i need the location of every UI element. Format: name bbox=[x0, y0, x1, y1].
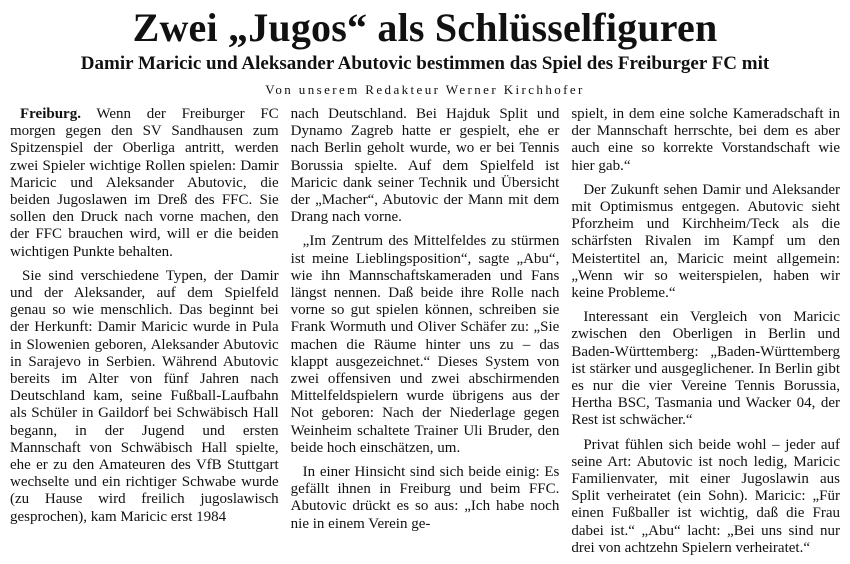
dateline: Freiburg. bbox=[20, 106, 81, 122]
subheadline: Damir Maricic und Aleksander Abutovic bestimmen das Spiel des Freiburger FC mit bbox=[80, 53, 770, 74]
paragraph: spielt, in dem eine solche Kameradschaft in der Mannschaft herrschte, bei dem es aber auch eine so korrekte Vorstandschaft wie hier gab.“ bbox=[571, 106, 841, 174]
column-3 bbox=[571, 106, 840, 564]
article-body bbox=[6, 106, 844, 564]
paragraph: „Im Zentrum des Mittelfeldes zu stürmen ist meine Lieblingsposition“, sagte „Abu“, wie ihn Mannschaftskameraden und Fans längst nennen. Daß beide ihre Rolle nach vorne so gut spielen können, schreiben sie Frank Wormuth und Oliver Schäfer zu: „Sie machen die Räume hinter uns zu – das klappt ausgezeichnet.“ Dieses System von zwei offensiven und zwei abschirmenden Mittelfeldspielern wurde übrigens aus der Not geboren: Nach der Niederlage gegen Weinheim schaltete Trainer Uli Bruder, den beide hoch einschätzen, um. bbox=[290, 233, 560, 456]
paragraph: In einer Hinsicht sind sich beide einig: Es gefällt ihnen in Freiburg und beim FFC. Abutovic drückt es so aus: „Ich habe noch nie in einem Verein ge- bbox=[290, 464, 560, 532]
column-2 bbox=[291, 106, 560, 564]
paragraph: Interessant ein Vergleich von Maricic zwischen den Oberligen in Berlin und Baden-Württemberg: „Baden-Württemberg ist stärker und ausgeglichener. In Berlin gibt es nur die vier Vereine Tennis Borussia, Hertha BSC, Tasmania und Wacker 04, der Rest ist schwächer.“ bbox=[571, 309, 841, 429]
paragraph: nach Deutschland. Bei Hajduk Split und Dynamo Zagreb hatte er gespielt, ehe er nach Berlin geholt wurde, wo er bei Tennis Borussia spielte. Auf dem Spielfeld ist Maricic dank seiner Technik und Übersicht der „Macher“, Abutovic der Mann mit dem Drang nach vorne. bbox=[290, 106, 560, 226]
headline: Zwei „Jugos“ als Schlüsselfiguren bbox=[132, 5, 718, 50]
paragraph: Privat fühlen sich beide wohl – jeder auf seine Art: Abutovic ist noch ledig, Maricic Familienvater, mit einer Jugoslawin aus Split verheiratet (ein Sohn). Maricic: „Für einen Fußballer ist wichtig, daß die Frau dabei ist.“ „Abu“ lacht: „Bei uns sind nur drei von achtzehn Spielern verheiratet.“ bbox=[571, 436, 841, 556]
paragraph bbox=[10, 106, 279, 261]
paragraph: Der Zukunft sehen Damir und Aleksander mit Optimismus entgegen. Abutovic sieht Pforzheim und Kirchheim/Teck als die schärfsten Rivalen im Kampf um den Meistertitel an, Maricic meint allgemein: „Wenn wir so weiterspielen, haben wir keine Probleme.“ bbox=[571, 181, 841, 302]
paragraph-text: Wenn der Freiburger FC morgen gegen den SV Sandhausen zum Spitzenspiel der Oberliga antritt, werden zwei Spieler wichtige Rollen spielen: Damir Maricic und Aleksander Abutovic, die beiden Jugoslawen im Dreß des FFC. Sie sollen den Druck nach vorne machen, den der FFC brauchen wird, will er die beiden wichtigen Punkte behalten. bbox=[10, 106, 279, 260]
byline: Von unserem Redakteur Werner Kirchhofer bbox=[265, 82, 585, 97]
paragraph: Sie sind verschiedene Typen, der Damir und der Aleksander, auf dem Spielfeld genau so wie menschlich. Das beginnt bei der Herkunft: Damir Maricic wurde in Pula in Slowenien geboren, Aleksander Abutovic in Sarajevo in Serbien. Während Abutovic bereits im Alter von fünf Jahren nach Deutschland kam, seine Fußball-Laufbahn als Schüler in Gaildorf bei Schwäbisch Hall begann, in der Jugend und ersten Mannschaft von Schwäbisch Hall spielte, ehe er zu den Amateuren des VfB Stuttgart wechselte und ein richtiger Schwabe wurde (zu Hause wird freilich jugoslawisch gesprochen), kam Maricic erst 1984 bbox=[10, 267, 279, 525]
column-1 bbox=[10, 106, 279, 564]
